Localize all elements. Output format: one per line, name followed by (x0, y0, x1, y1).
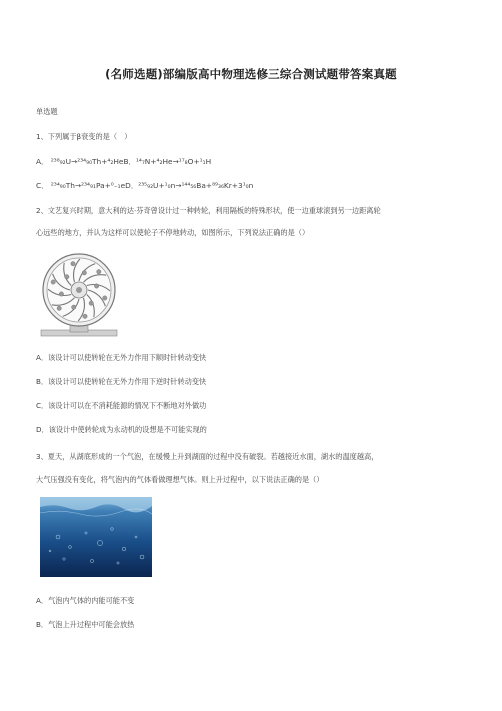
q1-option-c-label: C． (36, 181, 49, 190)
page-title: (名师选题)部编版高中物理选修三综合测试题带答案真题 (105, 67, 397, 81)
q2-option-a: A．该设计可以使转轮在无外力作用下顺时针转动变快 (36, 353, 207, 362)
wheel-ball (72, 305, 76, 309)
section-heading: 单选题 (36, 107, 58, 116)
underwater-bubbles-image (40, 497, 152, 577)
wheel-ball (65, 275, 69, 279)
q3-option-b: B．气泡上升过程中可能会放热 (36, 620, 135, 629)
q3-stem-line1: 3、夏天，从湖底形成的一个气泡，在缓慢上升到湖面的过程中没有破裂。若越接近水面，湖水的温度越高， (36, 452, 379, 461)
q2-stem-line2: 心远些的地方，并认为这样可以使轮子不停地转动，如图所示，下列说法正确的是（） (36, 228, 310, 237)
perpetual-wheel-image (40, 252, 118, 338)
wheel-ball (103, 296, 107, 300)
wheel-ball (94, 284, 98, 288)
wheel-ball (83, 314, 87, 318)
q3-stem-line2: 大气压强没有变化，将气泡内的气体看做理想气体。则上升过程中，以下说法正确的是（） (36, 475, 324, 484)
wheel-ball (89, 301, 93, 305)
q1-option-a-label: A． (36, 157, 49, 166)
q1-options-cd-expression: ²³⁴₉₀Th→²³⁴₉₁Pa+⁰₋₁eD．²³⁵₉₂U+¹₀n→¹⁴⁴₅₆Ba+⁸⁹₃₆Kr+3¹₀n (50, 181, 254, 190)
q2-option-d: D．该设计中使转轮成为永动机的设想是不可能实现的 (36, 425, 207, 434)
wheel-ball (51, 280, 55, 284)
wheel-ball (82, 271, 86, 275)
q2-option-c: C．该设计可以在不消耗能源的情况下不断地对外做功 (36, 401, 207, 410)
q1-stem: 1、下列属于β衰变的是（ ） (36, 132, 132, 141)
q1-options-cd (36, 180, 253, 191)
wheel-ball (97, 270, 101, 274)
wheel-ball (59, 292, 63, 296)
q3-option-a: A．气泡内气体的内能可能不变 (36, 596, 135, 605)
q1-options-ab-expression: ²³⁸₉₂U→²³⁴₉₀Th+⁴₂HeB．¹⁴₇N+⁴₂He→¹⁷₈O+¹₁H (50, 157, 212, 166)
q2-stem-line1: 2、文艺复兴时期，意大利的达·芬奇曾设计过一种转轮，利用隔板的特殊形状，使一边重球滚到另一边距离轮 (36, 206, 381, 215)
wheel-ball (57, 306, 61, 310)
q2-option-b: B．该设计可以使转轮在无外力作用下逆时针转动变快 (36, 377, 207, 386)
q1-options-ab (36, 156, 211, 167)
wheel-ball (71, 262, 75, 266)
